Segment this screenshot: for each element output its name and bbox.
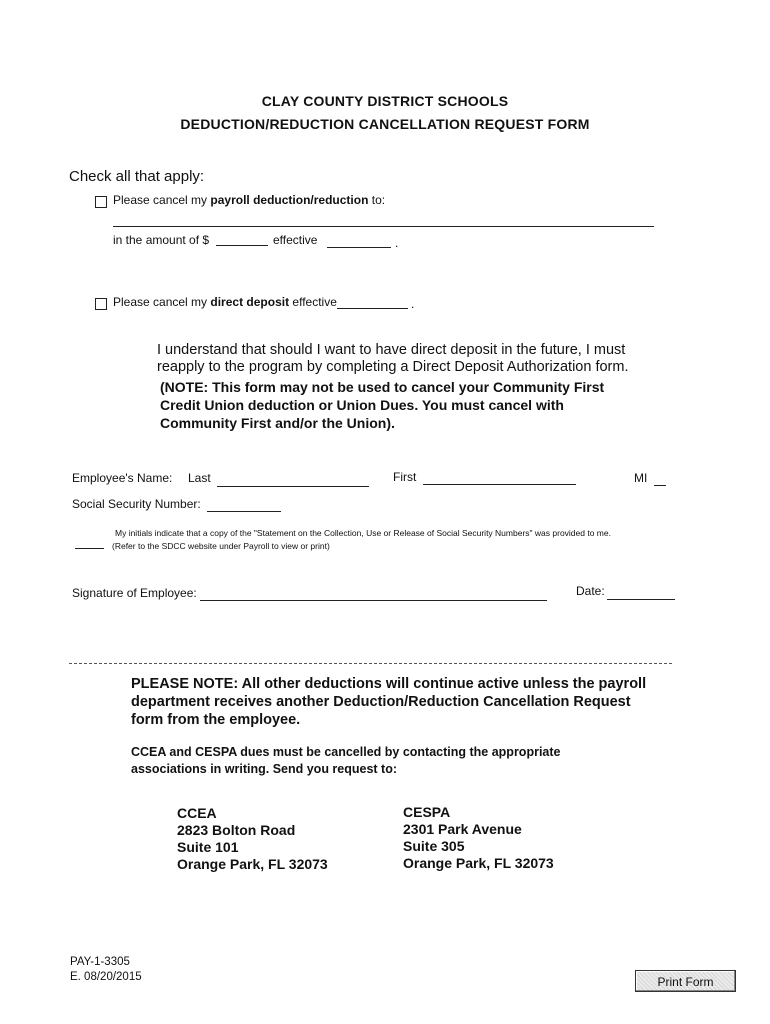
- cespa-suite: Suite 305: [403, 838, 465, 854]
- signature-label: Signature of Employee:: [72, 586, 197, 600]
- initials-statement: My initials indicate that a copy of the "Statement on the Collection, Use or Release of Social Security Numbers" was provided to me.: [115, 528, 611, 538]
- last-name-field[interactable]: [217, 486, 369, 487]
- deduction-effective-date-field[interactable]: [327, 247, 391, 248]
- initials-reference: (Refer to the SDCC website under Payroll to view or print): [112, 541, 330, 551]
- mi-label: MI: [634, 471, 648, 485]
- form-edition: E. 08/20/2015: [70, 971, 142, 983]
- ccea-city: Orange Park, FL 32073: [177, 856, 328, 872]
- dues-line-1: CCEA and CESPA dues must be cancelled by contacting the appropriate: [131, 745, 561, 759]
- cespa-city: Orange Park, FL 32073: [403, 855, 554, 871]
- payroll-deduction-checkbox[interactable]: [95, 196, 107, 208]
- ccea-suite: Suite 101: [177, 839, 239, 855]
- amount-field[interactable]: [216, 245, 268, 246]
- first-name-label: First: [393, 470, 417, 484]
- note-line-3: Community First and/or the Union).: [160, 415, 395, 431]
- form-title-district: CLAY COUNTY DISTRICT SCHOOLS: [261, 93, 509, 109]
- form-title: DEDUCTION/REDUCTION CANCELLATION REQUEST FORM: [180, 116, 590, 132]
- effective-label: effective: [273, 233, 318, 247]
- note-line-2: Credit Union deduction or Union Dues. You must cancel with: [160, 397, 564, 413]
- ssn-label: Social Security Number:: [72, 497, 201, 511]
- print-form-button[interactable]: Print Form: [635, 970, 736, 992]
- cespa-address: [403, 804, 554, 872]
- signature-field[interactable]: [200, 600, 547, 601]
- period-2: .: [411, 297, 415, 311]
- direct-deposit-checkbox[interactable]: [95, 298, 107, 310]
- last-name-label: Last: [188, 471, 211, 485]
- form-number: PAY-1-3305: [70, 956, 130, 968]
- ccea-name: CCEA: [177, 805, 217, 821]
- please-note-line-3: form from the employee.: [131, 712, 301, 728]
- direct-deposit-effective-date-field[interactable]: [337, 308, 408, 309]
- date-field[interactable]: [607, 599, 675, 600]
- check-all-label: Check all that apply:: [69, 168, 205, 185]
- cespa-name: CESPA: [403, 804, 451, 820]
- note-line-1: (NOTE: This form may not be used to cancel your Community First: [160, 379, 605, 395]
- cespa-street: 2301 Park Avenue: [403, 821, 522, 837]
- period-1: .: [395, 236, 399, 250]
- direct-deposit-label: Please cancel my direct deposit effective: [113, 295, 337, 309]
- middle-initial-field[interactable]: [654, 485, 666, 486]
- payroll-deduction-label: Please cancel my payroll deduction/reduction to:: [113, 193, 386, 207]
- please-note-line-2: department receives another Deduction/Reduction Cancellation Request: [131, 694, 631, 710]
- date-label: Date:: [576, 584, 605, 598]
- initials-field[interactable]: [75, 548, 104, 549]
- separator: [69, 663, 672, 664]
- ccea-street: 2823 Bolton Road: [177, 822, 296, 838]
- understand-line-2: reapply to the program by completing a Direct Deposit Authorization form.: [157, 359, 629, 375]
- ssn-field[interactable]: [207, 511, 281, 512]
- employee-name-label: Employee's Name:: [72, 471, 173, 485]
- first-name-field[interactable]: [423, 484, 576, 485]
- amount-label: in the amount of $: [113, 233, 210, 247]
- dues-line-2: associations in writing. Send you request to:: [131, 762, 398, 776]
- deduction-name-field[interactable]: [113, 226, 654, 227]
- ccea-address: [177, 805, 328, 873]
- understand-line-1: I understand that should I want to have direct deposit in the future, I must: [157, 342, 626, 358]
- please-note-line-1: PLEASE NOTE: All other deductions will continue active unless the payroll: [131, 676, 647, 692]
